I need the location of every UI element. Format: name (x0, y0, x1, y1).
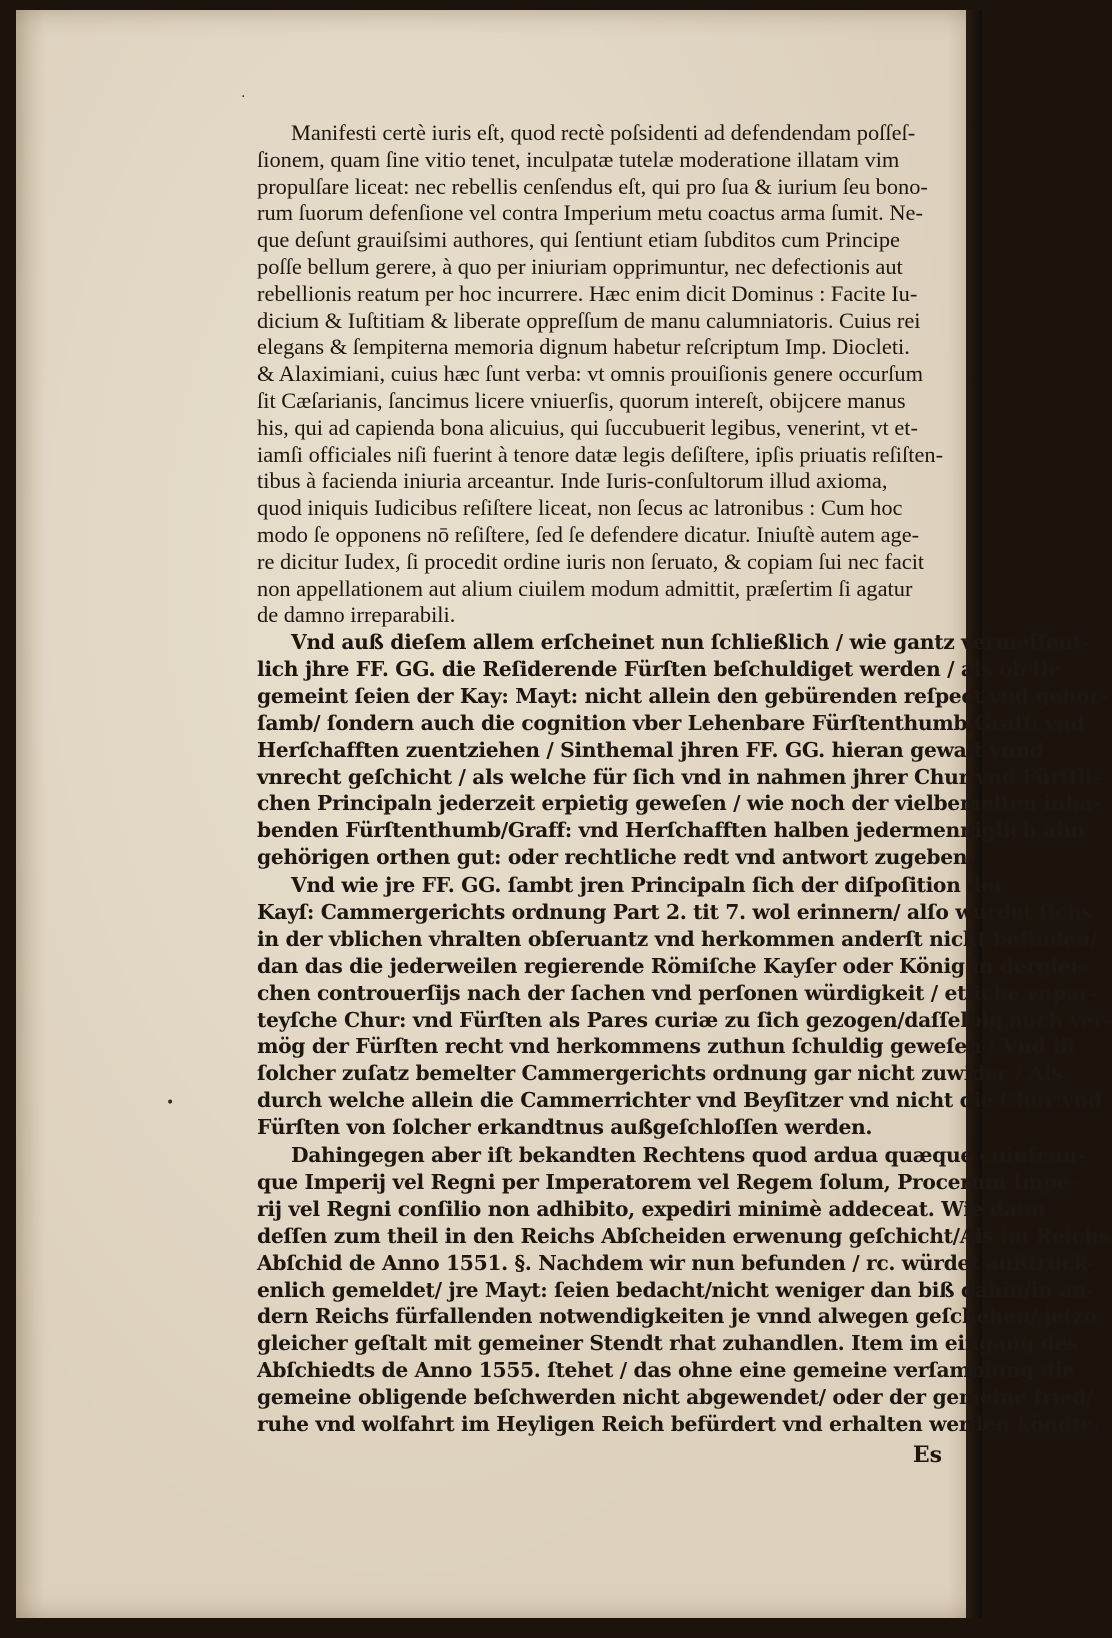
text-line: vnrecht geſchicht / als welche für ſich vnd in nahmen jhrer Chur vnd Fürſtli- (257, 764, 1101, 789)
text-line: tibus à facienda iniuria arceantur. Inde Iuris-conſultorum illud axioma, (257, 468, 888, 494)
text-line: rebellionis reatum per hoc incurrere. Hæc enim dicit Dominus : Facite Iu- (257, 280, 918, 306)
text-line: Herſchafften zuentziehen / Sinthemal jhren FF. GG. hieran gewalt vnnd (257, 737, 1044, 762)
text-line: iamſi officiales niſi fuerint à tenore datæ legis deſiſtere, ipſis priuatis reſiſten- (257, 441, 944, 467)
text-line: propulſare liceat: nec rebellis cenſendus eſt, qui pro ſua & iurium ſeu bono- (257, 173, 928, 199)
text-line: dan das die jederweilen regierende Römiſche Kayſer oder König in dergleí- (257, 953, 1086, 978)
text-line: elegans & ſempiterna memoria dignum habetur reſcriptum Imp. Diocleti. (257, 334, 910, 360)
text-line: ſit Cæſarianis, ſancimus licere vniuerſis, quorum intereſt, obijcere manus (257, 387, 906, 413)
text-line: gemeint ſeien der Kay: Mayt: nicht allein den gebürenden reſpect vnd gehor- (257, 683, 1108, 708)
text-line: poſſe bellum gerere, à quo per iniuriam opprimuntur, nec defectionis aut (257, 253, 903, 279)
text-line: rij vel Regni conſilio non adhibito, expediri minimè addeceat. Wie dann (257, 1196, 1046, 1221)
text-line: benden Fürſtenthumb/Graff: vnd Herſchafften halben jedermenniglich ahn (257, 818, 1085, 843)
text-line: de damno irreparabili. (257, 602, 456, 628)
german-paragraph-3 (257, 1142, 1110, 1438)
ink-mark: • (166, 1095, 175, 1111)
text-line: durch welche allein die Cammerrichter vnd Beyſitzer vnd nicht die Chur:vnd (257, 1088, 1102, 1113)
text-line: que deſunt grauiſsimi authores, qui ſentiunt etiam ſubditos cum Principe (257, 227, 900, 253)
text-line: Dahingegen aber iſt bekandten Rechtens quod ardua quæque cuiuſcun- (291, 1143, 1086, 1167)
text-line: ſolcher zuſatz bemelter Cammergerichts ordnung gar nicht zuwider / Als (257, 1061, 1063, 1086)
text-line: modo ſe opponens nō reſiſtere, ſed ſe defendere dicatur. Iniuſtè autem age- (257, 521, 920, 547)
text-line: & Alaximiani, cuius hæc ſunt verba: vt omnis prouiſionis genere occurſum (257, 361, 924, 387)
text-line: his, qui ad capienda bona alicuius, qui ſuccubuerit legibus, venerint, vt et- (257, 414, 918, 440)
text-line: in der vblichen vhralten obſeruantz vnd herkommen anderſt nicht befinden/ (257, 926, 1098, 951)
text-line: non appellationem aut alium ciuilem modum admittit, præſertim ſi agatur (257, 575, 913, 601)
text-line: lich jhre FF. GG. die Reſiderende Fürſten beſchuldiget werden / als ob ſie (257, 656, 1061, 681)
catchword: Es (912, 1442, 942, 1468)
text-line: quod iniquis Iudicibus reſiſtere liceat, non ſecus ac latronibus : Cum hoc (257, 495, 903, 521)
ink-mark: · (241, 89, 246, 105)
book-page (16, 10, 1112, 1618)
text-line: dicium & Iuſtitiam & liberate oppreſſum de manu calumniatoris. Cuius rei (257, 307, 921, 333)
text-line: Vnd auß dieſem allem erſcheinet nun ſchließlich / wie gantz vermeſſent- (291, 630, 1090, 654)
text-line: Fürſten von ſolcher erkandtnus außgeſchloſſen werden. (257, 1115, 873, 1140)
text-line: gemeine obligende beſchwerden nicht abgewendet/ oder der gemeine fried/ (257, 1385, 1094, 1410)
text-line: re dicitur Iudex, ſi procedit ordine iuris non ſeruato, & copiam ſui nec facit (257, 548, 925, 574)
text-line: chen controuerſijs nach der ſachen vnd perſonen würdigkeit / etliche vnpar- (257, 980, 1098, 1005)
text-line: que Imperij vel Regni per Imperatorem vel Regem ſolum, Procerum Impe- (257, 1169, 1078, 1194)
text-line: Abſchid de Anno 1551. §. Nachdem wir nun befunden / rc. würdet außtruck- (257, 1250, 1095, 1275)
text-line: rum ſuorum defenſione vel contra Imperium metu coactus arma ſumit. Ne- (257, 200, 923, 226)
german-paragraph-1 (257, 629, 1108, 871)
text-line: Manifesti certè iuris eſt, quod rectè poſsidenti ad defendendam poſſeſ- (291, 120, 916, 145)
text-line: gleicher geſtalt mit gemeiner Stendt rhat zuhandlen. Item im eingang des (257, 1331, 1079, 1356)
text-line: dern Reichs fürfallenden notwendigkeiten je vnnd alwegen geſchehen/ jetzo (257, 1304, 1097, 1329)
text-line: teyſche Chur: vnd Fürſten als Pares curiæ zu ſich gezogen/daſſelbig auch ver- (257, 1007, 1112, 1032)
text-line: mög der Fürſten recht vnd herkommens zuthun ſchuldig geweſen / Vnd iſt (257, 1034, 1077, 1059)
text-line: deſſen zum theil in den Reichs Abſcheiden erwenung geſchicht/Als im Reichs (257, 1223, 1110, 1248)
text-line: chen Principaln jederzeit erpietig geweſen / wie noch der vielbemelten inha- (257, 791, 1101, 816)
text-line: Abſchiedts de Anno 1555. ſtehet / das ohne eine gemeine verſamblung die (257, 1358, 1075, 1383)
text-line: ſamb/ ſondern auch die cognition vber Lehenbare Fürſtenthumb/Graff: vnd (257, 710, 1085, 735)
text-line: ſionem, quam ſine vitio tenet, inculpatæ tutelæ moderatione illatam vim (257, 146, 900, 172)
latin-paragraph (257, 120, 989, 629)
text-line: Vnd wie jre FF. GG. ſambt jren Principaln ſich der diſpoſition der (291, 873, 1004, 897)
german-paragraph-2 (257, 872, 1112, 1141)
text-line: gehörigen orthen gut: oder rechtliche redt vnd antwort zugeben. (257, 845, 974, 870)
text-line: ruhe vnd wolfahrt im Heyligen Reich befürdert vnd erhalten werden köndte. (257, 1412, 1101, 1437)
text-line: enlich gemeldet/ jre Mayt: ſeien bedacht/nicht weniger dan biß dahin/in an- (257, 1277, 1095, 1302)
text-line: Kayſ: Cammergerichts ordnung Part 2. tit 7. wol erinnern/ alſo wurdet ſichs (257, 899, 1093, 924)
